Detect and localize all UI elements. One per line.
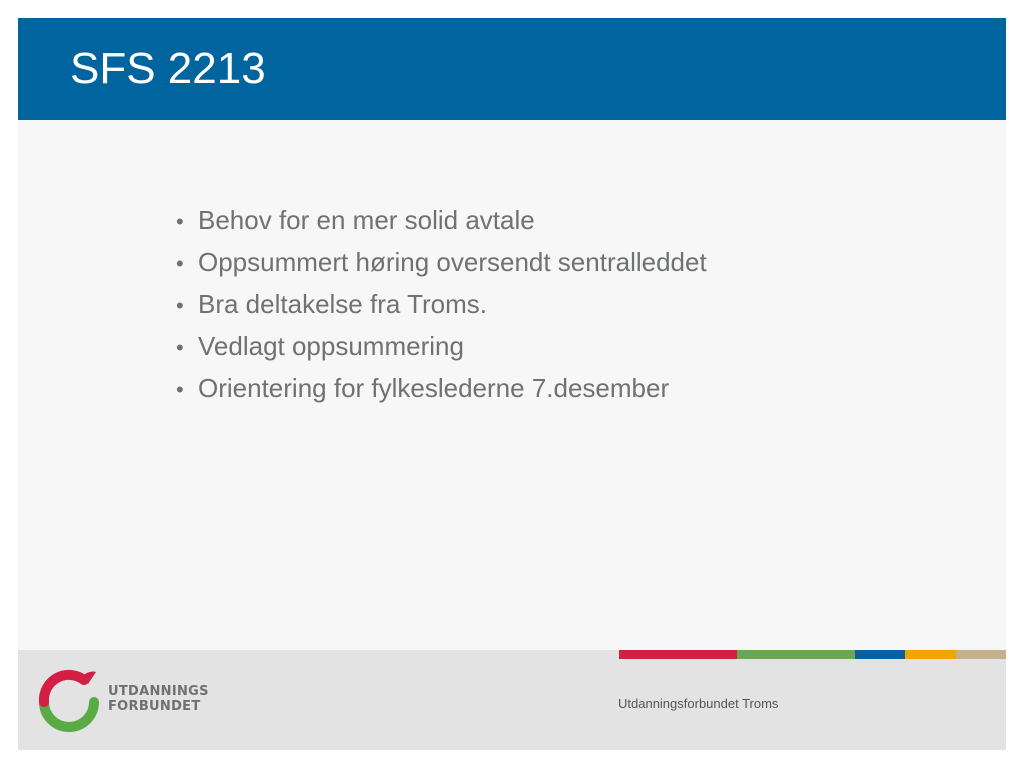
logo-text-line-2: FORBUNDET xyxy=(108,699,201,714)
bullet-icon: • xyxy=(176,209,184,234)
bullet-item xyxy=(176,200,916,242)
bullet-item xyxy=(176,284,916,326)
title-bar xyxy=(18,18,1006,120)
slide-title: SFS 2213 xyxy=(70,44,266,93)
bullet-icon: • xyxy=(176,293,184,318)
logo-text-line-1: UTDANNINGS xyxy=(108,684,209,699)
slide-content xyxy=(176,200,916,410)
stripe-beige xyxy=(956,650,1006,659)
bullet-item xyxy=(176,368,916,410)
bullet-item xyxy=(176,326,916,368)
logo-ring-icon xyxy=(38,666,100,732)
stripe-yellow xyxy=(905,650,956,659)
bullet-text: Behov for en mer solid avtale xyxy=(198,205,535,235)
logo-text xyxy=(108,684,209,714)
bullet-text: Vedlagt oppsummering xyxy=(198,331,464,361)
bullet-text: Oppsummert høring oversendt sentralleddet xyxy=(198,247,707,277)
stripe-red xyxy=(619,650,737,659)
footer-organization-text: Utdanningsforbundet Troms xyxy=(618,696,779,711)
utdanningsforbundet-logo xyxy=(38,666,209,732)
bullet-text: Orientering for fylkeslederne 7.desember xyxy=(198,373,670,403)
bullet-icon: • xyxy=(176,251,184,276)
bullet-icon: • xyxy=(176,377,184,402)
slide-footer xyxy=(18,650,1006,750)
bullet-text: Bra deltakelse fra Troms. xyxy=(198,289,487,319)
stripe-green xyxy=(737,650,855,659)
bullet-icon: • xyxy=(176,335,184,360)
slide xyxy=(18,18,1006,750)
stripe-blue xyxy=(855,650,905,659)
color-stripes xyxy=(619,650,1006,659)
bullet-list xyxy=(176,200,916,410)
bullet-item xyxy=(176,242,916,284)
